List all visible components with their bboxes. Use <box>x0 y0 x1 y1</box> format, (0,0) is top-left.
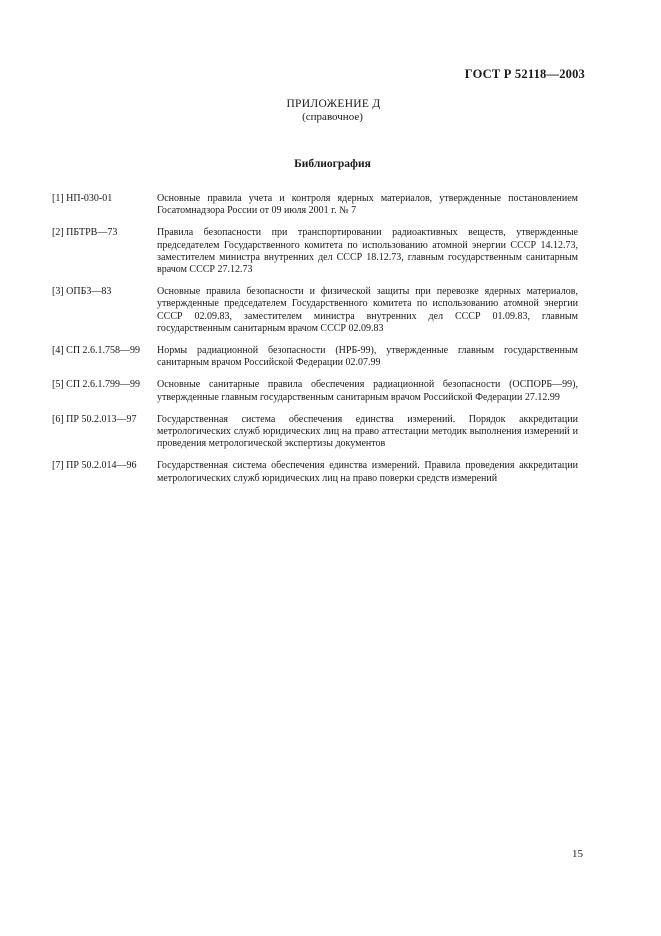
appendix-title: ПРИЛОЖЕНИЕ Д <box>286 98 381 110</box>
entry-text: Основные правила безопасности и физической защиты при перевозке ядерных материалов, утвержденные председателем Государственного комитета по использованию атомной энергии СССР 02.09.83, заместителем министра внутренних дел СССР 01.09.83, главным государственным санитарным врачом СССР 02.09.83 <box>157 286 578 334</box>
entry-text: Основные санитарные правила обеспечения радиационной безопасности (ОСПОРБ—99), утвержденные главным государственным санитарным врачом Российской Федерации 27.12.99 <box>157 379 578 403</box>
entry-code: [2] ПБТРВ—73 <box>52 227 118 239</box>
bibliography-entry <box>52 379 578 403</box>
bibliography-entry <box>52 193 578 217</box>
bibliography-entry <box>52 460 578 484</box>
entry-text: Нормы радиационной безопасности (НРБ-99), утвержденные главным государственным санитарным врачом Российской Федерации 02.07.99 <box>157 345 578 369</box>
entry-code: [5] СП 2.6.1.799—99 <box>52 379 141 391</box>
entry-text: Государственная система обеспечения единства измерений. Порядок аккредитации метрологических служб юридических лиц на право аттестации методик выполнения измерений и проведения метрологической экспертизы документов <box>157 413 578 450</box>
entry-code: [7] ПР 50.2.014—96 <box>52 460 137 472</box>
entry-code: [6] ПР 50.2.013—97 <box>52 413 137 425</box>
document-code: ГОСТ Р 52118—2003 <box>464 67 585 81</box>
bibliography-entry <box>52 414 578 451</box>
bibliography-entry <box>52 345 578 369</box>
entry-text: Основные правила учета и контроля ядерных материалов, утвержденные постановлением Госатомнадзора России от 09 июля 2001 г. № 7 <box>157 193 578 217</box>
bibliography-list <box>52 193 578 495</box>
bibliography-heading: Библиография <box>294 158 371 170</box>
bibliography-entry <box>52 286 578 335</box>
page-number: 15 <box>572 848 583 860</box>
appendix-subtitle: (справочное) <box>302 111 363 123</box>
appendix-header <box>0 97 661 124</box>
bibliography-entry <box>52 227 578 276</box>
entry-text: Государственная система обеспечения единства измерений. Правила проведения аккредитации метрологических служб юридических лиц на право поверки средств измерений <box>157 460 578 484</box>
entry-code: [1] НП-030-01 <box>52 193 113 204</box>
entry-code: [4] СП 2.6.1.758—99 <box>52 345 141 357</box>
entry-text: Правила безопасности при транспортировании радиоактивных веществ, утвержденные председателем Государственного комитета по использованию атомной энергии СССР 14.12.73, заместителем министра внутренних дел СССР 18.12.73, главным государственным санитарным врачом СССР 27.12.73 <box>157 227 578 276</box>
entry-code: [3] ОПБЗ—83 <box>52 286 112 298</box>
